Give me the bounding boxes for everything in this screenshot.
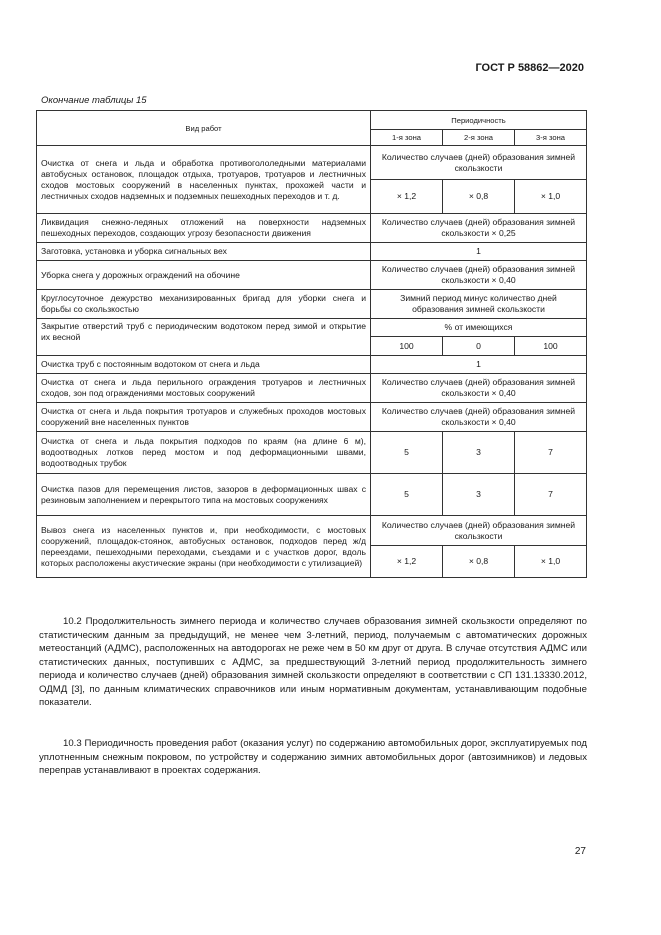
zone-2-cell: 0 [443,337,515,356]
header-zone-1: 1-я зона [371,130,443,146]
table-row [37,319,587,337]
zone-3-cell: × 1,0 [515,546,587,578]
table-row [37,146,587,180]
work-cell: Вывоз снега из населенных пунктов и, при необходимости, с мостовых сооружений, площадок-стоянок, автобусных остановок, подходов перед ж/д переездами, пешеходными переходами, съездами и с участков дорог, вдоль которых расположены акустические экраны (при необходимости с утилизацией) [37,516,371,578]
paragraph-10-3 [39,737,587,778]
periodicity-cell: Количество случаев (дней) образования зимней скользкости × 0,40 [371,403,587,432]
table-row [37,290,587,319]
periodicity-cell: 1 [371,243,587,261]
periodicity-cell: Количество случаев (дней) образования зимней скользкости [371,516,587,546]
header-periodicity: Периодичность [371,111,587,130]
zone-2-cell: 3 [443,432,515,474]
table-row [37,403,587,432]
zone-3-cell: 7 [515,432,587,474]
periodicity-cell: Зимний период минус количество дней образования зимней скользкости [371,290,587,319]
zone-3-cell: 100 [515,337,587,356]
paragraph-10-2 [39,615,587,710]
table-row [37,516,587,546]
table-row [37,214,587,243]
zone-2-cell: × 0,8 [443,180,515,214]
work-cell: Очистка от снега и льда покрытия подходов по краям (на длине 6 м), водоотводных лотков перед мостом и под деформационными швами, водоотводных трубок [37,432,371,474]
zone-1-cell: × 1,2 [371,546,443,578]
periodicity-table [36,110,587,578]
zone-2-cell: 3 [443,474,515,516]
work-cell: Очистка труб с постоянным водотоком от снега и льда [37,356,371,374]
work-cell: Уборка снега у дорожных ограждений на обочине [37,261,371,290]
work-cell: Закрытие отверстий труб с периодическим водотоком перед зимой и открытие их весной [37,319,371,356]
table-row [37,356,587,374]
table-row [37,261,587,290]
table-caption: Окончание таблицы 15 [41,95,147,106]
zone-3-cell: 7 [515,474,587,516]
page-number: 27 [574,846,586,857]
work-cell: Очистка от снега и льда и обработка противогололедными материалами автобусных остановок, площадок отдыха, тротуаров, тротуаров и лестничных сходов мостовых сооружений в населенных пунктах, прохожей части и лестничных сходов надземных и подземных пешеходных переходов и т. д. [37,146,371,214]
work-cell: Ликвидация снежно-ледяных отложений на поверхности надземных пешеходных переходов, создающих угрозу безопасности движения [37,214,371,243]
work-cell: Круглосуточное дежурство механизированных бригад для уборки снега и борьбы со скользкостью [37,290,371,319]
table-row [37,374,587,403]
zone-1-cell: 5 [371,432,443,474]
header-zone-3: 3-я зона [515,130,587,146]
zone-2-cell: × 0,8 [443,546,515,578]
zone-1-cell: 100 [371,337,443,356]
periodicity-cell: 1 [371,356,587,374]
table-row [37,474,587,516]
periodicity-cell: Количество случаев (дней) образования зимней скользкости [371,146,587,180]
header-work: Вид работ [37,111,371,146]
table-row [37,432,587,474]
zone-1-cell: 5 [371,474,443,516]
work-cell: Очистка пазов для перемещения листов, зазоров в деформационных швах с резиновым заполнением и перекрытого типа на мостовых сооружениях [37,474,371,516]
paragraph-text: 10.3 Периодичность проведения работ (оказания услуг) по содержанию автомобильных дорог, эксплуатируемых под уплотненным снежным покровом, по устройству и содержанию зимних автомобильных дорог (автозимников) и ледовых переправ устанавливают в проектах содержания. [39,738,587,776]
zone-3-cell: × 1,0 [515,180,587,214]
periodicity-cell: Количество случаев (дней) образования зимней скользкости × 0,40 [371,261,587,290]
periodicity-cell: % от имеющихся [371,319,587,337]
work-cell: Заготовка, установка и уборка сигнальных вех [37,243,371,261]
work-cell: Очистка от снега и льда покрытия тротуаров и служебных проходов мостовых сооружений вне населенных пунктов [37,403,371,432]
standard-number: ГОСТ Р 58862—2020 [475,62,584,74]
periodicity-cell: Количество случаев (дней) образования зимней скользкости × 0,40 [371,374,587,403]
table-row [37,243,587,261]
work-cell: Очистка от снега и льда перильного ограждения тротуаров и лестничных сходов, зон под ограждениями мостовых сооружений [37,374,371,403]
zone-1-cell: × 1,2 [371,180,443,214]
periodicity-cell: Количество случаев (дней) образования зимней скользкости × 0,25 [371,214,587,243]
header-zone-2: 2-я зона [443,130,515,146]
paragraph-text: 10.2 Продолжительность зимнего периода и количество случаев образования зимней скользкости определяют по статистическим данным за предыдущий, не менее чем 3-летний, период, получаемым с автоматических дорожных метеостанций (АДМС), расположенных на автодорогах не реже чем в 50 км друг от друга. В случае отсутствия АДМС или статистических данных, поступивших с АДМС, за предшествующий 3-летний период продолжительность зимнего периода и количество случаев (дней) образования зимней скользкости определяют в соответствии с СП 131.13330.2012, ОДМД [3], по данным климатических справочников или иным нормативным документам, устанавливающим подобные показатели. [39,616,587,708]
